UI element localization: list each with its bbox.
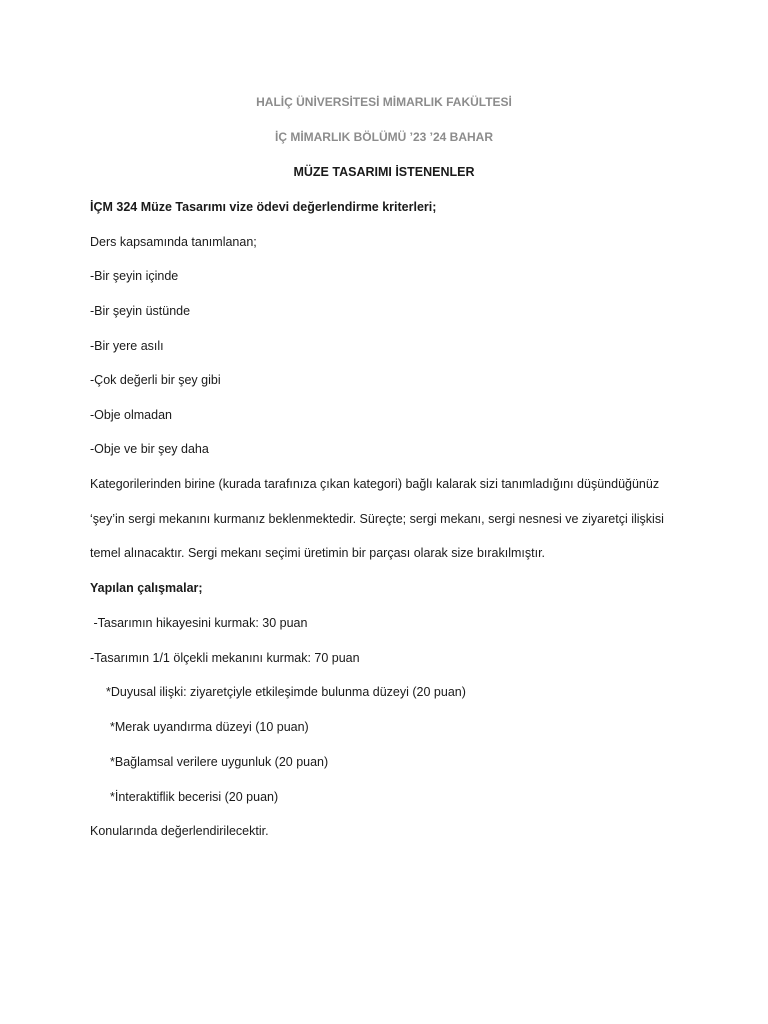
sub-item: *Bağlamsal verilere uygunluk (20 puan): [110, 755, 329, 769]
category-item: -Obje ve bir şey daha: [90, 442, 209, 456]
category-item: -Bir yere asılı: [90, 339, 164, 353]
section-heading: İÇM 324 Müze Tasarımı vize ödevi değerlendirme kriterleri;: [90, 200, 437, 214]
faculty-heading: HALİÇ ÜNİVERSİTESİ MİMARLIK FAKÜLTESİ: [256, 95, 512, 109]
sub-item: *Merak uyandırma düzeyi (10 puan): [110, 720, 309, 734]
sub-item: *İnteraktiflik becerisi (20 puan): [110, 790, 279, 804]
category-item: -Çok değerli bir şey gibi: [90, 373, 221, 387]
category-item: -Obje olmadan: [90, 408, 172, 422]
department-heading: İÇ MİMARLIK BÖLÜMÜ ’23 ’24 BAHAR: [274, 130, 493, 144]
paragraph-line: ‘şey’in sergi mekanını kurmanız beklenmektedir. Süreçte; sergi mekanı, sergi nesnesi ve ziyaretçi ilişkisi: [90, 512, 664, 526]
work-item: -Tasarımın 1/1 ölçekli mekanını kurmak: 70 puan: [90, 651, 360, 665]
category-item: -Bir şeyin üstünde: [90, 304, 191, 318]
work-heading: Yapılan çalışmalar;: [90, 581, 203, 595]
document-title: MÜZE TASARIMI İSTENENLER: [293, 165, 475, 179]
closing-text: Konularında değerlendirilecektir.: [90, 824, 269, 838]
category-item: -Bir şeyin içinde: [90, 269, 179, 283]
work-item: -Tasarımın hikayesini kurmak: 30 puan: [90, 616, 308, 630]
paragraph-line: temel alınacaktır. Sergi mekanı seçimi üretimin bir parçası olarak size bırakılmıştır.: [90, 546, 546, 560]
intro-text: Ders kapsamında tanımlanan;: [90, 235, 257, 249]
sub-item: *Duyusal ilişki: ziyaretçiyle etkileşimde bulunma düzeyi (20 puan): [106, 685, 466, 699]
paragraph-line: Kategorilerinden birine (kurada tarafınıza çıkan kategori) bağlı kalarak sizi tanımladığını düşündüğünüz: [90, 477, 660, 491]
